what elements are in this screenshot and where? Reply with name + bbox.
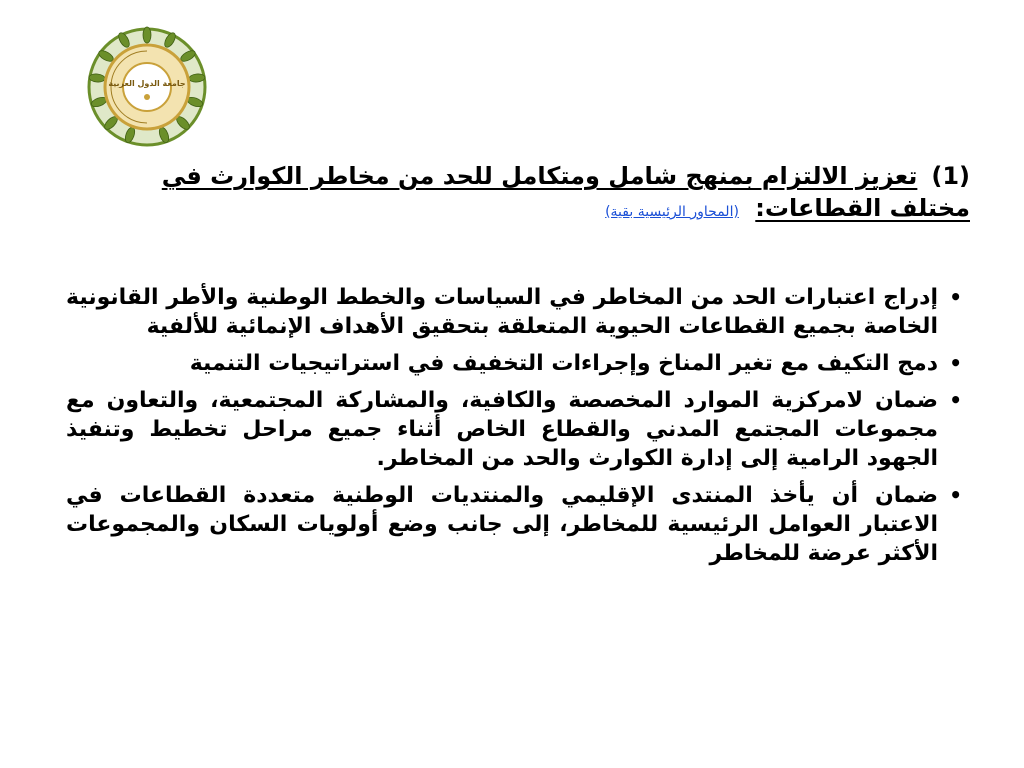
bullet-marker: • xyxy=(949,388,962,412)
bullet-text: إدراج اعتبارات الحد من المخاطر في السياسات والخطط الوطنية والأطر القانونية الخاصة بجميع القطاعات الحيوية المتعلقة بتحقيق الأهداف الإنمائية للألفية xyxy=(66,285,938,339)
list-item xyxy=(66,386,964,473)
bullet-text: ضمان لامركزية الموارد المخصصة والكافية، والمشاركة المجتمعية، والتعاون مع مجموعات المجتمع المدني والقطاع الخاص أثناء جميع مراحل تخطيط وتنفيذ الجهود الرامية إلى إدارة الكوارث والحد من المخاطر. xyxy=(66,388,938,471)
bullet-text: دمج التكيف مع تغير المناخ وإجراءات التخفيف في استراتيجيات التنمية xyxy=(189,351,938,376)
heading-text: تعزيز الالتزام بمنهج شامل ومتكامل للحد من مخاطر الكوارث في مختلف القطاعات: xyxy=(161,162,970,222)
list-item xyxy=(66,283,964,341)
bullet-marker: • xyxy=(949,351,962,375)
section-heading xyxy=(104,160,970,228)
bullet-list xyxy=(66,283,964,569)
heading-number: (1) xyxy=(931,162,970,190)
list-item xyxy=(66,349,964,378)
main-axes-link[interactable]: (المحاور الرئيسية بقية) xyxy=(605,204,739,220)
bullet-marker: • xyxy=(949,483,962,507)
bullet-text: ضمان أن يأخذ المنتدى الإقليمي والمنتديات الوطنية متعددة القطاعات في الاعتبار العوامل الرئيسية للمخاطر، إلى جانب وضع أولويات السكان والمجموعات الأكثر عرضة للمخاطر xyxy=(66,483,938,566)
arab-league-emblem xyxy=(86,26,208,148)
emblem-text: جامعة الدول العربية xyxy=(108,79,186,88)
emblem-graphic xyxy=(86,26,208,148)
bullet-marker: • xyxy=(949,285,962,309)
list-item xyxy=(66,481,964,568)
